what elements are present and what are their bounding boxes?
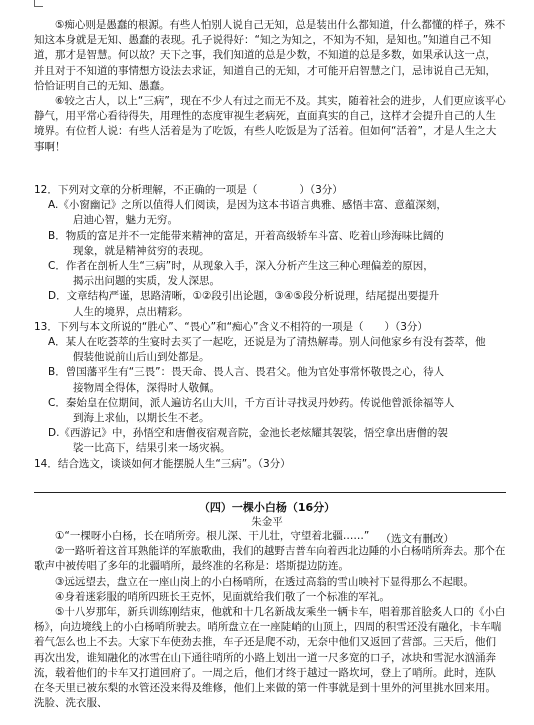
page-corner-mark	[34, 0, 43, 7]
author-name: 朱金平	[251, 516, 283, 528]
source-note: （选文有删改）	[380, 533, 454, 545]
option-13-c: C．秦始皇在位期间，派人遍访名山大川，千方百计寻找灵丹妙药。传说他曾派徐福等人 到海上求仙，以期长生不老。	[48, 396, 455, 425]
story-paragraph-4: ④身着迷彩服的哨所四班长王克怀，见面就给我们敬了一个标准的军礼。	[55, 590, 390, 603]
option-12-b: B．物质的富足并不一定能带来精神的富足，开着高级轿车斗富、吃着山珍海味比阔的 现象，就是精神贫穷的表现。	[48, 229, 444, 257]
essay-continuation	[34, 18, 506, 155]
questions-section	[34, 183, 506, 472]
story-body	[34, 529, 506, 711]
option-13-d: D.《西游记》中，孙悟空和唐僧夜宿观音院，金池长老炫耀其袈裟，悟空拿出唐僧的袈 裟一比高下，结果引来一场灾祸。	[48, 427, 448, 455]
option-12-d: D．文章结构严谨，思路清晰，①②段引出论题，③④⑤段分析说理，结尾提出要提升 人生的境界，点出精彩。	[48, 290, 440, 318]
story-paragraph-5: ⑤十八岁那年，新兵训练刚结束，他就和十几名新战友乘坐一辆卡车，唱着那首脍炙人口的《小白杨》，向边境线上的小白杨哨所驶去。哨所盘立在一座陡峭的山顶上，四周的积雪还没有融化，卡车喘着气怎么也上不去。大家下车使劲去推，车子还是爬不动，无奈中他们又返回了营部。三天后，他们再次出发，谁知融化的冰雪在山下通往哨所的小路上划出一道一尺多宽的口子，冰块和雪泥水汹涌奔流，载着他们的卡车又打道回府了。一周之后，他们才终于越过一路坎坷，登上了哨所。此时，连队在冬天里已被东梨的水管还没来得及维修，他们上来做的第一件事就是到十里外的河里挑水回来用。洗脸、洗衣服、	[34, 606, 506, 710]
question-12: 12．下列对文章的分析理解，不正确的一项是（ ）（3分）	[34, 184, 343, 196]
story-paragraph-2: ②一路听着这首耳熟能详的军旅歌曲，我们的越野吉普车向着西北边陲的小白杨哨所奔去。那个在歌声中被传唱了多年的北疆哨所，最终准的名称是：塔斯提边防连。	[34, 545, 506, 573]
story-paragraph-3: ③远远望去，盘立在一座山岗上的小白杨哨所，在透过高翁的雪山映衬下显得那么不起眼。	[55, 575, 474, 588]
option-13-a: A．某人在吃荟萃的生宴时去买了一起吃，还说是为了清热解毒。别人问他家乡有没有荟萃，他 假装他说前山后山到处都是。	[48, 336, 486, 364]
paragraph-6: ⑥较之古人，以上“三病”，现在不少人有过之而无不及。其实，随着社会的进步，人们更应该平心静气，用平常心看待得失，用理性的态度审视生老病死，直面真实的自己，这样才会提升自己的人生境界。有位哲人说：有些人活着是为了吃饭，有些人吃饭是为了活着。但如何“活着”，才是人生之大事啊！	[34, 95, 506, 153]
section-divider	[34, 492, 506, 493]
section-title: （四）一棵小白杨（16分）	[198, 501, 336, 514]
question-13: 13．下列与本文所说的“胜心”、“畏心”和“痴心”含义不相符的一项是（ ）（3分）	[34, 320, 428, 333]
question-14: 14．结合选文，谈谈如何才能摆脱人生“三病”。（3分）	[34, 457, 291, 470]
option-13-b: B．曾国藩平生有“三畏”：畏天命、畏人言、畏君父。他为官处事常怀敬畏之心，待人 接物周全得体，深得时人敬佩。	[48, 366, 445, 394]
option-12-c: C．作者在剖析人生“三病”时，从现象入手，深入分析产生这三种心理偏差的原因， 揭示出问题的实质，发人深思。	[48, 260, 434, 288]
story-paragraph-1: ①“一棵呀小白杨，长在哨所旁。根儿深、干儿壮，守望着北疆……”	[55, 530, 370, 542]
paragraph-5: ⑤痴心则是愚蠢的根源。有些人怕别人说自己无知，总是装出什么都知道，什么都懂的样子，殊不知这本身就是无知、愚蠢的表现。孔子说得好：“知之为知之，不知为不知，是知也。”知道自己不知道，那才是智慧。何以故？天下之事，我们知道的总是少数，不知道的总是多数，如果承认这一点，并且对于不知道的事情想方设法去求证，知道自己的无知，才可能开启智慧之门，忌讳说自己无知，恰恰证明自己的无知、愚蠢。	[34, 19, 506, 92]
option-12-a: A.《小窗幽记》之所以值得人们阅读，是因为这本书语言典雅、感悟丰富、意蕴深刻， 启迪心智，魅力无穷。	[48, 199, 447, 227]
